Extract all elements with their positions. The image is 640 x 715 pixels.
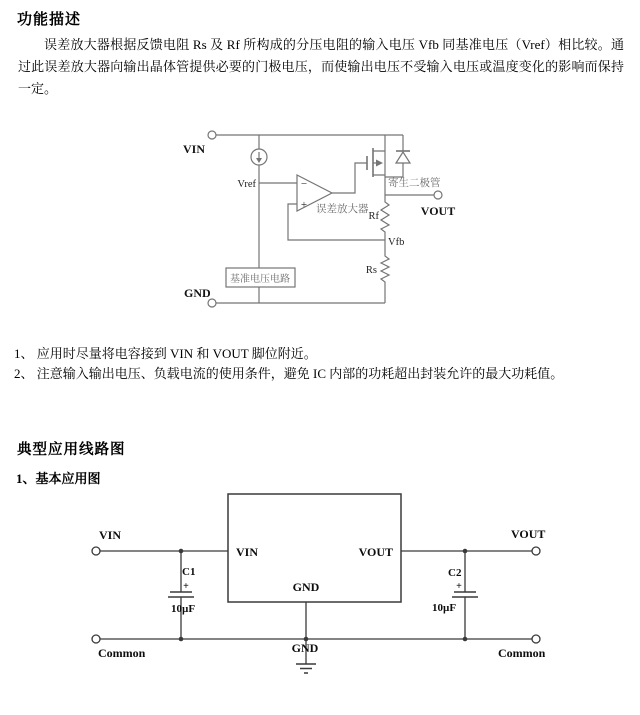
internal-block-diagram xyxy=(170,115,490,315)
vref-label: Vref xyxy=(237,179,256,190)
resistor-rs xyxy=(381,240,389,303)
application-circuit-diagram xyxy=(60,485,585,710)
gnd-net-label: GND xyxy=(291,641,319,655)
junction-dot xyxy=(179,549,184,554)
junction-dot xyxy=(463,637,468,642)
vout-label: VOUT xyxy=(420,204,456,218)
vin-terminal-icon xyxy=(92,547,100,555)
c2-polarity-sign: + xyxy=(456,581,462,592)
vin-terminal-icon xyxy=(208,131,216,139)
junction-dot xyxy=(463,549,468,554)
rf-label: Rf xyxy=(368,211,379,222)
rs-label: Rs xyxy=(365,265,377,276)
note-item-1: 1、 应用时尽量将电容接到 VIN 和 VOUT 脚位附近。 xyxy=(14,346,317,361)
common-right-label: Common xyxy=(498,646,546,660)
note-item-2: 2、 注意输入输出电压、负载电流的使用条件，避免 IC 内部的功耗超出封装允许的最大功耗值。 xyxy=(14,365,564,381)
vin-label: VIN xyxy=(183,142,206,156)
ic-pin-vin-label: VIN xyxy=(236,545,259,559)
common-left-terminal-icon xyxy=(92,635,100,643)
vout-terminal-label: VOUT xyxy=(511,527,546,541)
function-description-heading: 功能描述 xyxy=(17,12,82,28)
reference-voltage-box-label: 基准电压电路 xyxy=(230,274,290,285)
opamp-output-wire xyxy=(332,163,367,193)
c1-value-label: 10µF xyxy=(171,603,196,615)
opamp-minus-sign: − xyxy=(300,178,308,190)
gnd-terminal-icon xyxy=(208,299,216,307)
error-amplifier-label: 误差放大器 xyxy=(316,204,369,215)
earth-ground-icon xyxy=(296,664,316,673)
common-left-label: Common xyxy=(98,646,146,660)
ic-pin-vout-label: VOUT xyxy=(358,545,393,559)
vout-terminal-icon xyxy=(434,191,442,199)
mosfet-arrow xyxy=(376,160,383,167)
vin-terminal-label: VIN xyxy=(99,528,122,542)
common-right-terminal-icon xyxy=(532,635,540,643)
c2-label: C2 xyxy=(448,567,462,579)
resistor-rf xyxy=(381,195,389,240)
ic-pin-gnd-label: GND xyxy=(292,580,320,594)
gnd-label: GND xyxy=(184,286,211,300)
junction-dot xyxy=(179,637,184,642)
c2-plates xyxy=(452,592,478,597)
typical-application-heading: 典型应用线路图 xyxy=(17,442,126,458)
vfb-label: Vfb xyxy=(388,237,405,248)
diode-triangle xyxy=(396,152,410,163)
c2-value-label: 10µF xyxy=(432,602,457,614)
c1-polarity-sign: + xyxy=(183,581,189,592)
vout-terminal-icon xyxy=(532,547,540,555)
function-description-paragraph: 误差放大器根据反馈电阻 Rs 及 Rf 所构成的分压电阻的输入电压 Vfb 同基准电压（Vref）相比较。通过此误差放大器向输出晶体管提供必要的门极电压，而使输出电压不受输入电压或温度变化的影响而保持一定。 xyxy=(18,37,624,96)
application-notes xyxy=(14,344,638,383)
basic-application-subheading: 1、基本应用图 xyxy=(16,471,101,486)
parasitic-diode-label: 寄生二极管 xyxy=(388,178,441,189)
opamp-plus-sign: + xyxy=(300,199,308,211)
c1-plates xyxy=(168,592,194,597)
c1-label: C1 xyxy=(182,566,196,578)
